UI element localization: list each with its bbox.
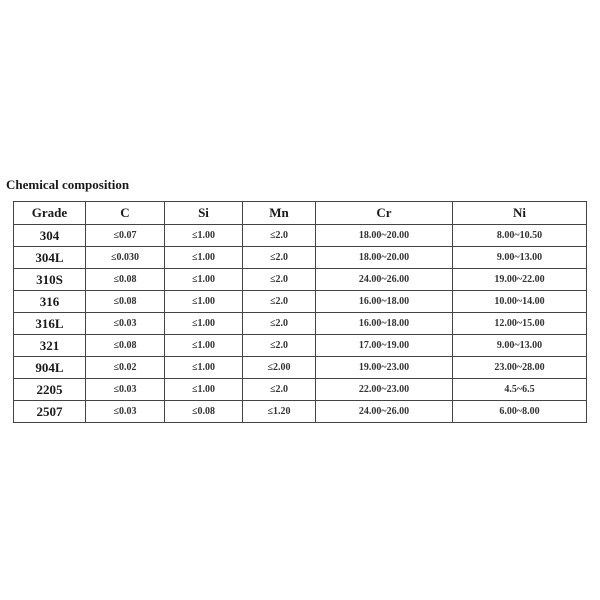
cell-si: ≤1.00 xyxy=(165,247,243,269)
cell-si: ≤1.00 xyxy=(165,357,243,379)
cell-cr: 19.00~23.00 xyxy=(316,357,453,379)
cell-ni: 8.00~10.50 xyxy=(453,225,587,247)
cell-mn: ≤2.0 xyxy=(243,225,316,247)
cell-ni: 9.00~13.00 xyxy=(453,335,587,357)
cell-cr: 24.00~26.00 xyxy=(316,269,453,291)
cell-mn: ≤1.20 xyxy=(243,401,316,423)
cell-cr: 17.00~19.00 xyxy=(316,335,453,357)
cell-grade: 321 xyxy=(14,335,86,357)
cell-ni: 9.00~13.00 xyxy=(453,247,587,269)
cell-grade: 316L xyxy=(14,313,86,335)
header-ni: Ni xyxy=(453,202,587,225)
cell-cr: 24.00~26.00 xyxy=(316,401,453,423)
cell-c: ≤0.07 xyxy=(86,225,165,247)
cell-c: ≤0.08 xyxy=(86,291,165,313)
header-si: Si xyxy=(165,202,243,225)
table-row xyxy=(14,357,587,379)
cell-grade: 2507 xyxy=(14,401,86,423)
cell-ni: 23.00~28.00 xyxy=(453,357,587,379)
table-row xyxy=(14,335,587,357)
cell-cr: 18.00~20.00 xyxy=(316,247,453,269)
header-row xyxy=(14,202,587,225)
cell-grade: 310S xyxy=(14,269,86,291)
cell-c: ≤0.08 xyxy=(86,269,165,291)
table-row xyxy=(14,291,587,313)
cell-cr: 16.00~18.00 xyxy=(316,313,453,335)
section-title: Chemical composition xyxy=(6,177,130,192)
cell-si: ≤1.00 xyxy=(165,269,243,291)
cell-cr: 18.00~20.00 xyxy=(316,225,453,247)
header-grade: Grade xyxy=(14,202,86,225)
table-row xyxy=(14,225,587,247)
cell-grade: 316 xyxy=(14,291,86,313)
cell-mn: ≤2.0 xyxy=(243,313,316,335)
cell-ni: 10.00~14.00 xyxy=(453,291,587,313)
table-row xyxy=(14,269,587,291)
cell-c: ≤0.03 xyxy=(86,313,165,335)
cell-ni: 12.00~15.00 xyxy=(453,313,587,335)
cell-grade: 304 xyxy=(14,225,86,247)
cell-cr: 22.00~23.00 xyxy=(316,379,453,401)
cell-ni: 6.00~8.00 xyxy=(453,401,587,423)
cell-mn: ≤2.0 xyxy=(243,291,316,313)
cell-si: ≤1.00 xyxy=(165,379,243,401)
header-c: C xyxy=(86,202,165,225)
cell-grade: 304L xyxy=(14,247,86,269)
cell-si: ≤1.00 xyxy=(165,291,243,313)
cell-cr: 16.00~18.00 xyxy=(316,291,453,313)
cell-si: ≤1.00 xyxy=(165,335,243,357)
table-row xyxy=(14,313,587,335)
cell-ni: 19.00~22.00 xyxy=(453,269,587,291)
cell-si: ≤0.08 xyxy=(165,401,243,423)
cell-mn: ≤2.0 xyxy=(243,269,316,291)
chemical-composition-table xyxy=(13,201,587,423)
cell-grade: 904L xyxy=(14,357,86,379)
cell-mn: ≤2.0 xyxy=(243,335,316,357)
cell-c: ≤0.030 xyxy=(86,247,165,269)
cell-si: ≤1.00 xyxy=(165,313,243,335)
cell-mn: ≤2.0 xyxy=(243,379,316,401)
cell-si: ≤1.00 xyxy=(165,225,243,247)
cell-c: ≤0.03 xyxy=(86,401,165,423)
header-cr: Cr xyxy=(316,202,453,225)
cell-mn: ≤2.0 xyxy=(243,247,316,269)
table-row xyxy=(14,379,587,401)
cell-c: ≤0.02 xyxy=(86,357,165,379)
cell-mn: ≤2.00 xyxy=(243,357,316,379)
header-mn: Mn xyxy=(243,202,316,225)
cell-ni: 4.5~6.5 xyxy=(453,379,587,401)
table-row xyxy=(14,247,587,269)
table-row xyxy=(14,401,587,423)
cell-c: ≤0.03 xyxy=(86,379,165,401)
cell-c: ≤0.08 xyxy=(86,335,165,357)
cell-grade: 2205 xyxy=(14,379,86,401)
